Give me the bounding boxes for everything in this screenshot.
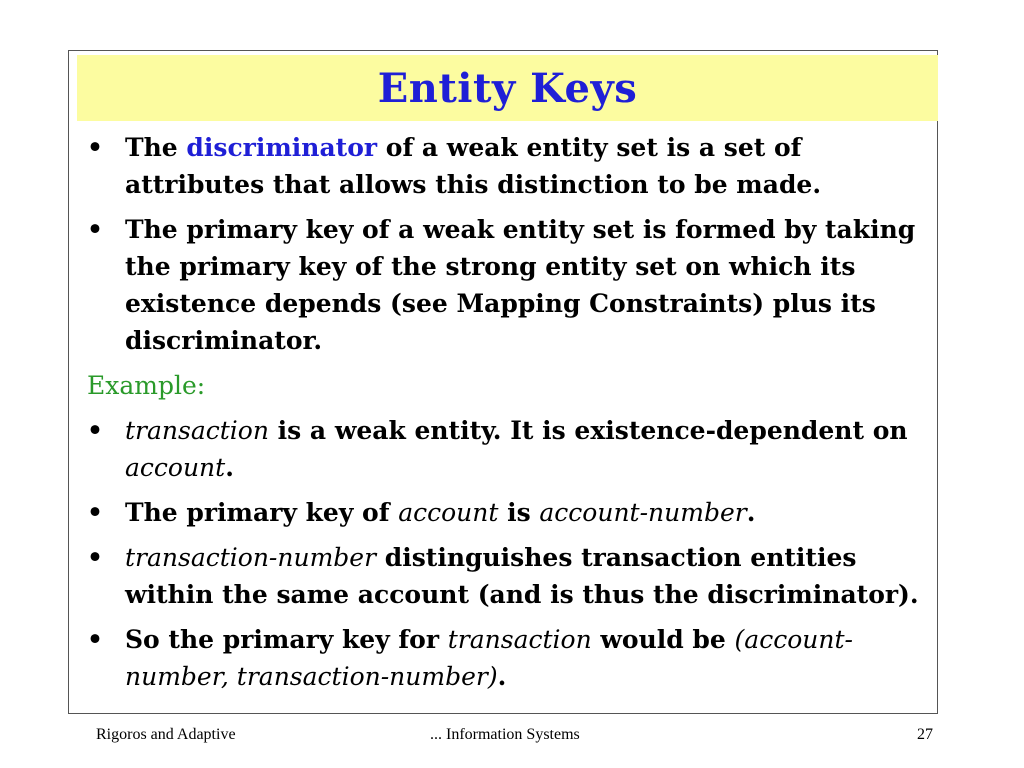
bullet-text: would be [591, 625, 735, 654]
italic-term: transaction [447, 625, 592, 654]
bullet-item [87, 539, 929, 613]
example-label: Example: [87, 371, 206, 400]
bullet-dot-icon: • [87, 133, 103, 162]
italic-term: transaction-number [125, 543, 377, 572]
bullet-item [87, 621, 929, 695]
bullet-text: is a weak entity. It is existence-dependent on [268, 416, 908, 445]
bullet-dot-icon: • [87, 498, 103, 527]
page-number: 27 [917, 726, 933, 743]
italic-term: account-number [539, 498, 747, 527]
italic-term: account [398, 498, 499, 527]
bullet-text: The primary key of a weak entity set is formed by taking the primary key of the strong entity set on which its existence depends (see Mapping Constraints) plus its discriminator. [125, 215, 916, 355]
bullet-item [87, 211, 929, 359]
bullet-item [87, 129, 929, 203]
bullet-text: is [498, 498, 540, 527]
italic-term: account [125, 453, 226, 482]
bullet-text: The primary key of [125, 498, 399, 527]
bullet-list-top [87, 129, 929, 359]
slide-title: Entity Keys [377, 64, 638, 112]
bullet-text: The [125, 133, 187, 162]
bullet-dot-icon: • [87, 215, 103, 244]
slide-frame [68, 50, 938, 714]
title-band [77, 55, 938, 121]
bullet-text: of a weak entity set is a set of attributes that allows this distinction to be made. [125, 133, 822, 199]
bullet-dot-icon: • [87, 416, 103, 445]
footer-left: Rigoros and Adaptive [96, 726, 236, 743]
italic-term: transaction [125, 416, 269, 445]
italic-term: (account-number, transaction-number) [125, 625, 853, 691]
bullet-dot-icon: • [87, 625, 103, 654]
bullet-item [87, 494, 929, 531]
footer-center: ... Information Systems [430, 726, 580, 743]
bullet-text: distinguishes transaction entities within the same account (and is thus the discriminator). [125, 543, 919, 609]
bullet-text: . [746, 498, 756, 527]
bullet-text: . [225, 453, 234, 482]
keyword-text: discriminator [186, 133, 378, 162]
bullet-list-example [87, 412, 929, 695]
slide-content [87, 129, 929, 703]
bullet-dot-icon: • [87, 543, 103, 572]
bullet-text: So the primary key for [125, 625, 448, 654]
bullet-item [87, 412, 929, 486]
bullet-text: . [497, 662, 507, 691]
